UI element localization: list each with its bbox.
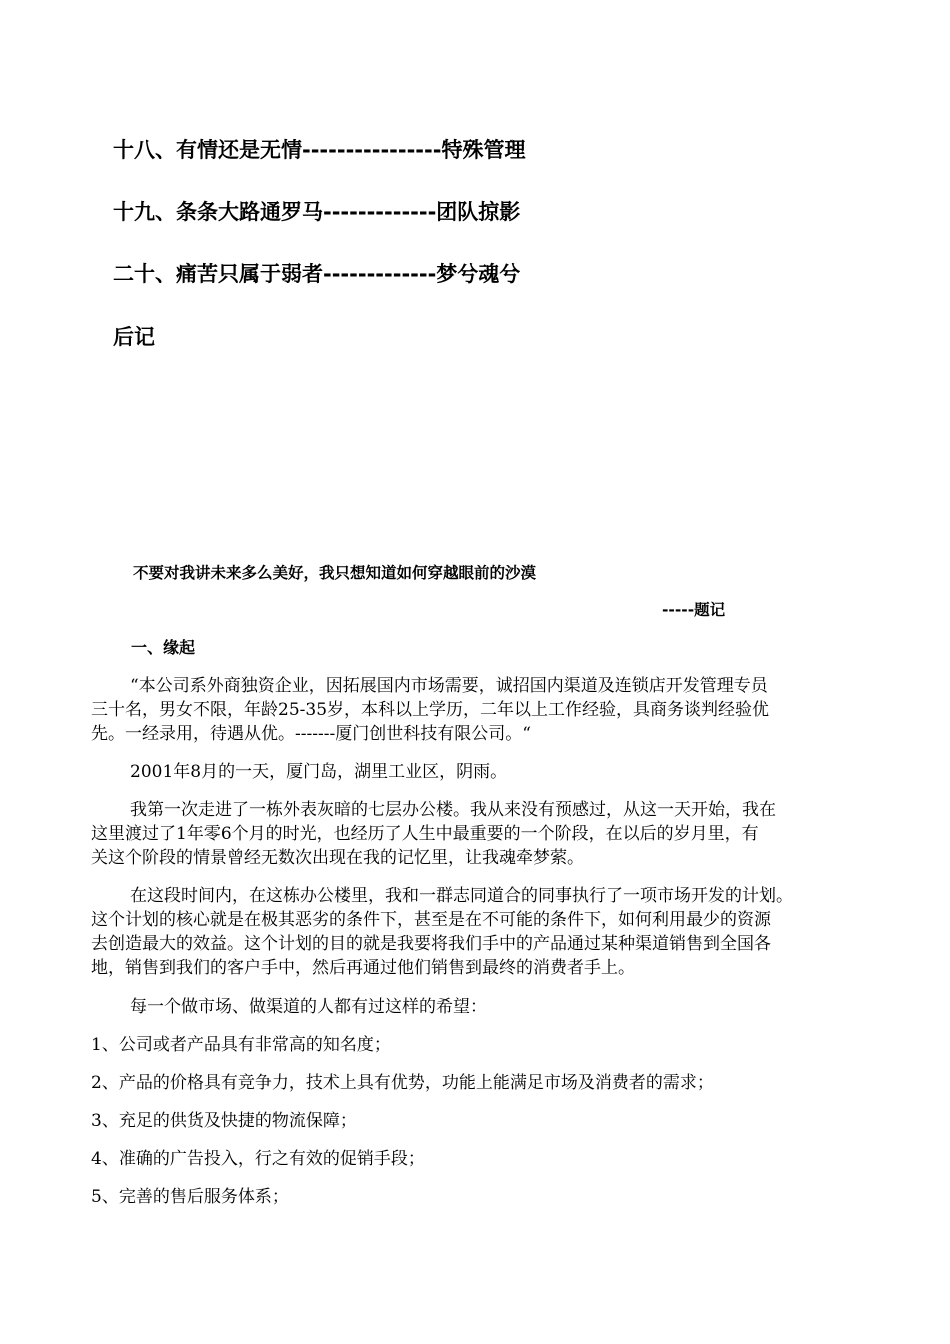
paragraph-1-line-2: 三十名，男女不限，年龄25-35岁，本科以上学历，二年以上工作经验，具商务谈判经验优 bbox=[91, 700, 770, 720]
paragraph-4-line-2: 这个计划的核心就是在极其恶劣的条件下，甚至是在不可能的条件下，如何利用最少的资源 bbox=[91, 910, 771, 930]
paragraph-4-line-1: 在这段时间内，在这栋办公楼里，我和一群志同道合的同事执行了一项市场开发的计划。 bbox=[130, 886, 793, 906]
list-item-3: 3、充足的供货及快捷的物流保障； bbox=[91, 1111, 357, 1131]
paragraph-1-line-1: “本公司系外商独资企业，因拓展国内市场需要，诚招国内渠道及连锁店开发管理专员 bbox=[130, 676, 768, 696]
paragraph-1-line-3: 先。一经录用，待遇从优。-------厦门创世科技有限公司。“ bbox=[91, 724, 531, 744]
section-heading: 一、缘起 bbox=[131, 638, 196, 657]
paragraph-3-line-2: 这里渡过了1年零6个月的时光，也经历了人生中最重要的一个阶段，在以后的岁月里，有 bbox=[91, 824, 759, 844]
toc-entry-afterword: 后记 bbox=[113, 325, 155, 349]
paragraph-3-line-3: 关这个阶段的情景曾经无数次出现在我的记忆里，让我魂牵梦萦。 bbox=[91, 848, 584, 868]
epigraph-signature: -----题记 bbox=[662, 601, 726, 619]
paragraph-5-line-1: 每一个做市场、做渠道的人都有过这样的希望： bbox=[130, 997, 487, 1017]
list-item-2: 2、产品的价格具有竞争力，技术上具有优势，功能上能满足市场及消费者的需求； bbox=[91, 1073, 714, 1093]
paragraph-4-line-3: 去创造最大的效益。这个计划的目的就是我要将我们手中的产品通过某种渠道销售到全国各 bbox=[91, 934, 771, 954]
epigraph-text: 不要对我讲未来多么美好，我只想知道如何穿越眼前的沙漠 bbox=[133, 564, 537, 582]
list-item-5: 5、完善的售后服务体系； bbox=[91, 1187, 289, 1207]
toc-entry-18: 十八、有情还是无情----------------特殊管理 bbox=[113, 138, 526, 162]
list-item-4: 4、准确的广告投入，行之有效的促销手段； bbox=[91, 1149, 425, 1169]
paragraph-2-line-1: 2001年8月的一天，厦门岛，湖里工业区，阴雨。 bbox=[130, 762, 508, 782]
toc-entry-20: 二十、痛苦只属于弱者-------------梦兮魂兮 bbox=[113, 262, 521, 286]
list-item-1: 1、公司或者产品具有非常高的知名度； bbox=[91, 1035, 391, 1055]
paragraph-4-line-4: 地，销售到我们的客户手中，然后再通过他们销售到最终的消费者手上。 bbox=[91, 958, 635, 978]
paragraph-3-line-1: 我第一次走进了一栋外表灰暗的七层办公楼。我从来没有预感过，从这一天开始，我在 bbox=[130, 800, 776, 820]
toc-entry-19: 十九、条条大路通罗马-------------团队掠影 bbox=[113, 200, 521, 224]
